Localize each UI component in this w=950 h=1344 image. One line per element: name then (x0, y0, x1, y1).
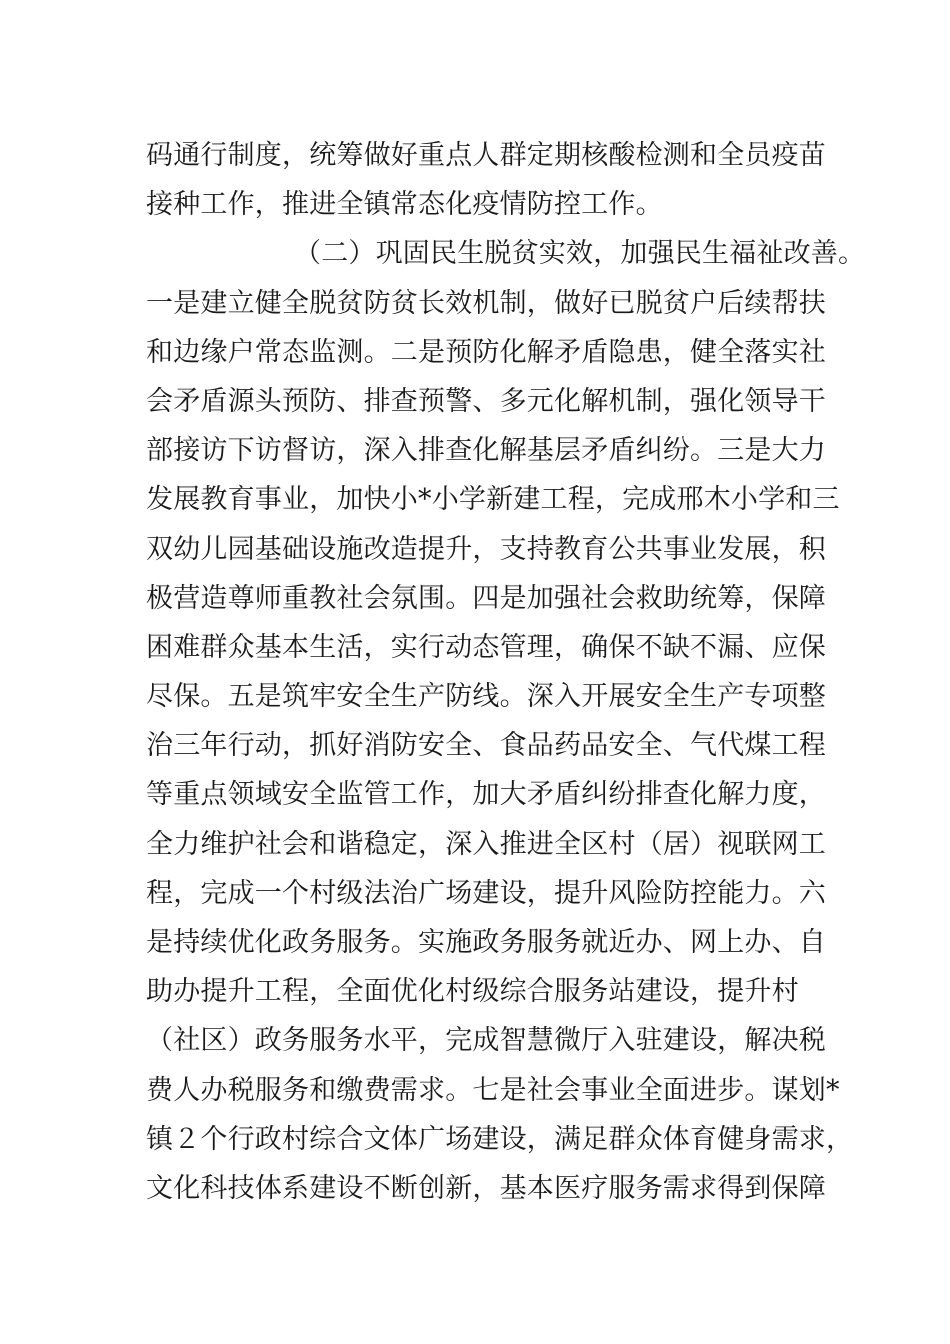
text-line: 全力维护社会和谐稳定，深入推进全区村（居）视联网工 (146, 828, 826, 860)
text-line: 部接访下访督访，深入排查化解基层矛盾纠纷。三是大力 (146, 435, 826, 467)
text-line: 是持续优化政务服务。实施政务服务就近办、网上办、自 (146, 927, 826, 958)
section-heading: （二）巩固民生脱贫实效，加强民生福祉改善。 (294, 238, 866, 270)
text-line: 镇２个行政村综合文体广场建设，满足群众体育健身需求， (146, 1123, 854, 1155)
text-line: 发展教育事业，加快小*小学新建工程，完成邢木小学和三 (146, 484, 840, 516)
text-line: 等重点领域安全监管工作，加大矛盾纠纷排查化解力度， (146, 779, 826, 811)
text-line: （社区）政务服务水平，完成智慧微厅入驻建设，解决税 (146, 1025, 826, 1057)
text-line: 双幼儿园基础设施改造提升，支持教育公共事业发展，积 (146, 533, 826, 565)
text-line: 一是建立健全脱贫防贫长效机制，做好已脱贫户后续帮扶 (146, 287, 826, 319)
text-line: 尽保。五是筑牢安全生产防线。深入开展安全生产专项整 (146, 681, 826, 713)
text-line: 会矛盾源头预防、排查预警、多元化解机制，强化领导干 (146, 385, 826, 417)
text-line: 治三年行动，抓好消防安全、食品药品安全、气代煤工程 (146, 730, 826, 762)
text-line: 困难群众基本生活，实行动态管理，确保不缺不漏、应保 (146, 631, 826, 663)
text-line: 费人办税服务和缴费需求。七是社会事业全面进步。谋划* (146, 1074, 840, 1106)
text-line: 助办提升工程，全面优化村级综合服务站建设，提升村 (146, 976, 799, 1008)
text-line: 码通行制度，统筹做好重点人群定期核酸检测和全员疫苗 (146, 140, 826, 171)
body-text (146, 131, 866, 1213)
text-line: 文化科技体系建设不断创新，基本医疗服务需求得到保障 (146, 1172, 826, 1204)
text-line: 接种工作，推进全镇常态化疫情防控工作。 (146, 189, 663, 221)
text-line: 极营造尊师重教社会氛围。四是加强社会救助统筹，保障 (146, 582, 826, 614)
text-line: 和边缘户常态监测。二是预防化解矛盾隐患，健全落实社 (146, 336, 826, 368)
text-line: 程，完成一个村级法治广场建设，提升风险防控能力。六 (146, 877, 826, 909)
